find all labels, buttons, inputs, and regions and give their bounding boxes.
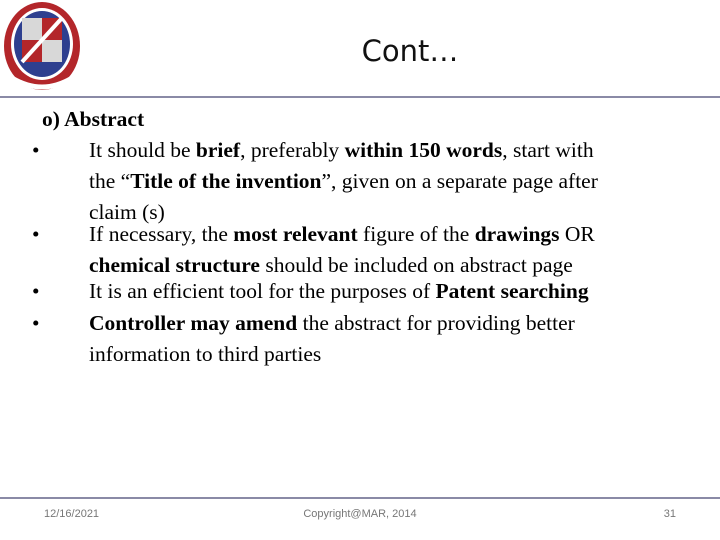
text-run: OR <box>559 222 595 246</box>
text-run: , preferably <box>240 138 345 162</box>
emphasis: drawings <box>474 222 560 246</box>
emphasis: Patent searching <box>435 279 589 303</box>
text-run: the abstract for providing better <box>297 311 575 335</box>
slide-title: Cont… <box>361 34 459 68</box>
text-run: It should be <box>89 138 196 162</box>
bullet-dot: • <box>32 279 40 303</box>
text-run: If necessary, the <box>89 222 234 246</box>
bullet-dot: • <box>32 311 40 335</box>
text-run: claim (s) <box>89 200 165 224</box>
text-run: , start with <box>502 138 594 162</box>
footer-date: 12/16/2021 <box>44 508 100 520</box>
text-run: It is an efficient tool for the purposes of <box>89 279 436 303</box>
bullet-dot: • <box>32 222 40 246</box>
bullet-text <box>89 135 679 228</box>
footer-divider <box>0 497 720 499</box>
emphasis: chemical structure <box>89 253 260 277</box>
bullet-text <box>89 308 679 370</box>
text-run: figure of the <box>357 222 475 246</box>
emphasis: Controller may amend <box>89 311 298 335</box>
emphasis: within 150 words <box>344 138 503 162</box>
text-run: information to third parties <box>89 342 322 366</box>
emphasis: most relevant <box>233 222 358 246</box>
text-run: the “ <box>89 169 131 193</box>
section-heading: o) Abstract <box>42 107 145 131</box>
bullet-text <box>89 276 679 307</box>
text-run: ”, given on a separate page after <box>321 169 598 193</box>
bullet-dot: • <box>32 138 40 162</box>
footer-copyright: Copyright@MAR, 2014 <box>303 508 417 520</box>
emphasis: Title of the invention <box>130 169 322 193</box>
bullet-text <box>89 219 679 281</box>
emphasis: brief <box>195 138 241 162</box>
text-run: should be included on abstract page <box>259 253 573 277</box>
page-number: 31 <box>663 508 676 520</box>
